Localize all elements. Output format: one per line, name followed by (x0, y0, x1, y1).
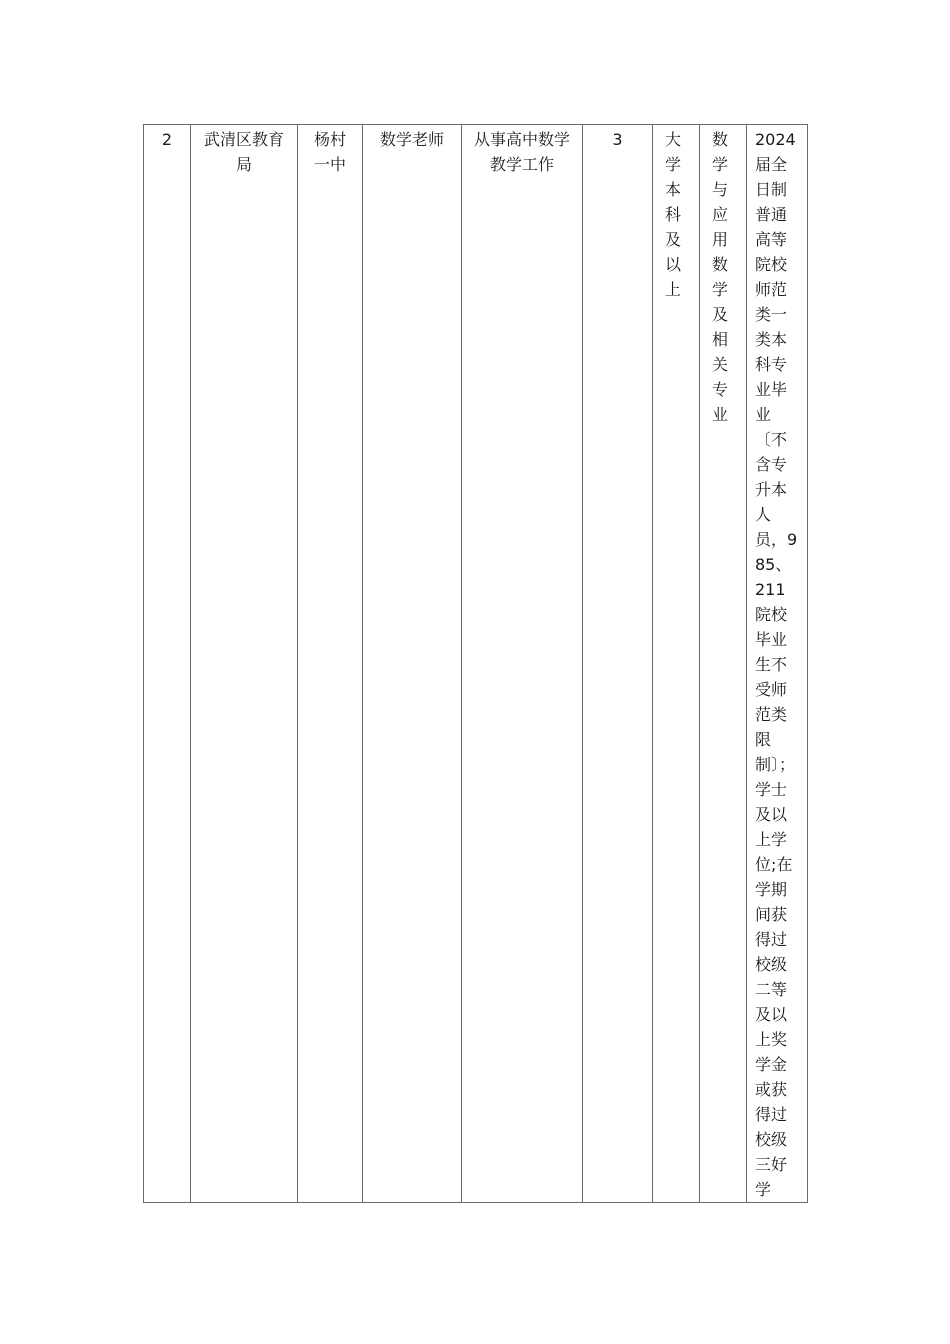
requirements-text: 2024届全日制普通高等院校师范类一类本科专业毕业〔不含专升本人员，985、211院校毕业生不受师范类限制〕；学士及以上学位;在学期间获得过校级二等及以上奖学金或获得过校级三好学 (755, 130, 798, 1199)
cell-school (298, 125, 363, 1203)
education-text: 大学本科及以上 (665, 130, 682, 299)
major-text: 数学与应用数学及相关专业 (712, 130, 729, 424)
cell-index: 2 (144, 125, 191, 1203)
cell-count: 3 (583, 125, 653, 1203)
recruitment-table (143, 124, 808, 1203)
cell-requirements (747, 125, 808, 1203)
department-text: 武清区教育局 (203, 130, 284, 174)
cell-major (700, 125, 747, 1203)
school-text: 杨村一中 (313, 130, 346, 174)
cell-education (653, 125, 700, 1203)
table-row (144, 125, 808, 1203)
cell-department (191, 125, 298, 1203)
cell-duty (462, 125, 583, 1203)
cell-position: 数学老师 (363, 125, 462, 1203)
duty-text: 从事高中数学教学工作 (473, 130, 570, 174)
